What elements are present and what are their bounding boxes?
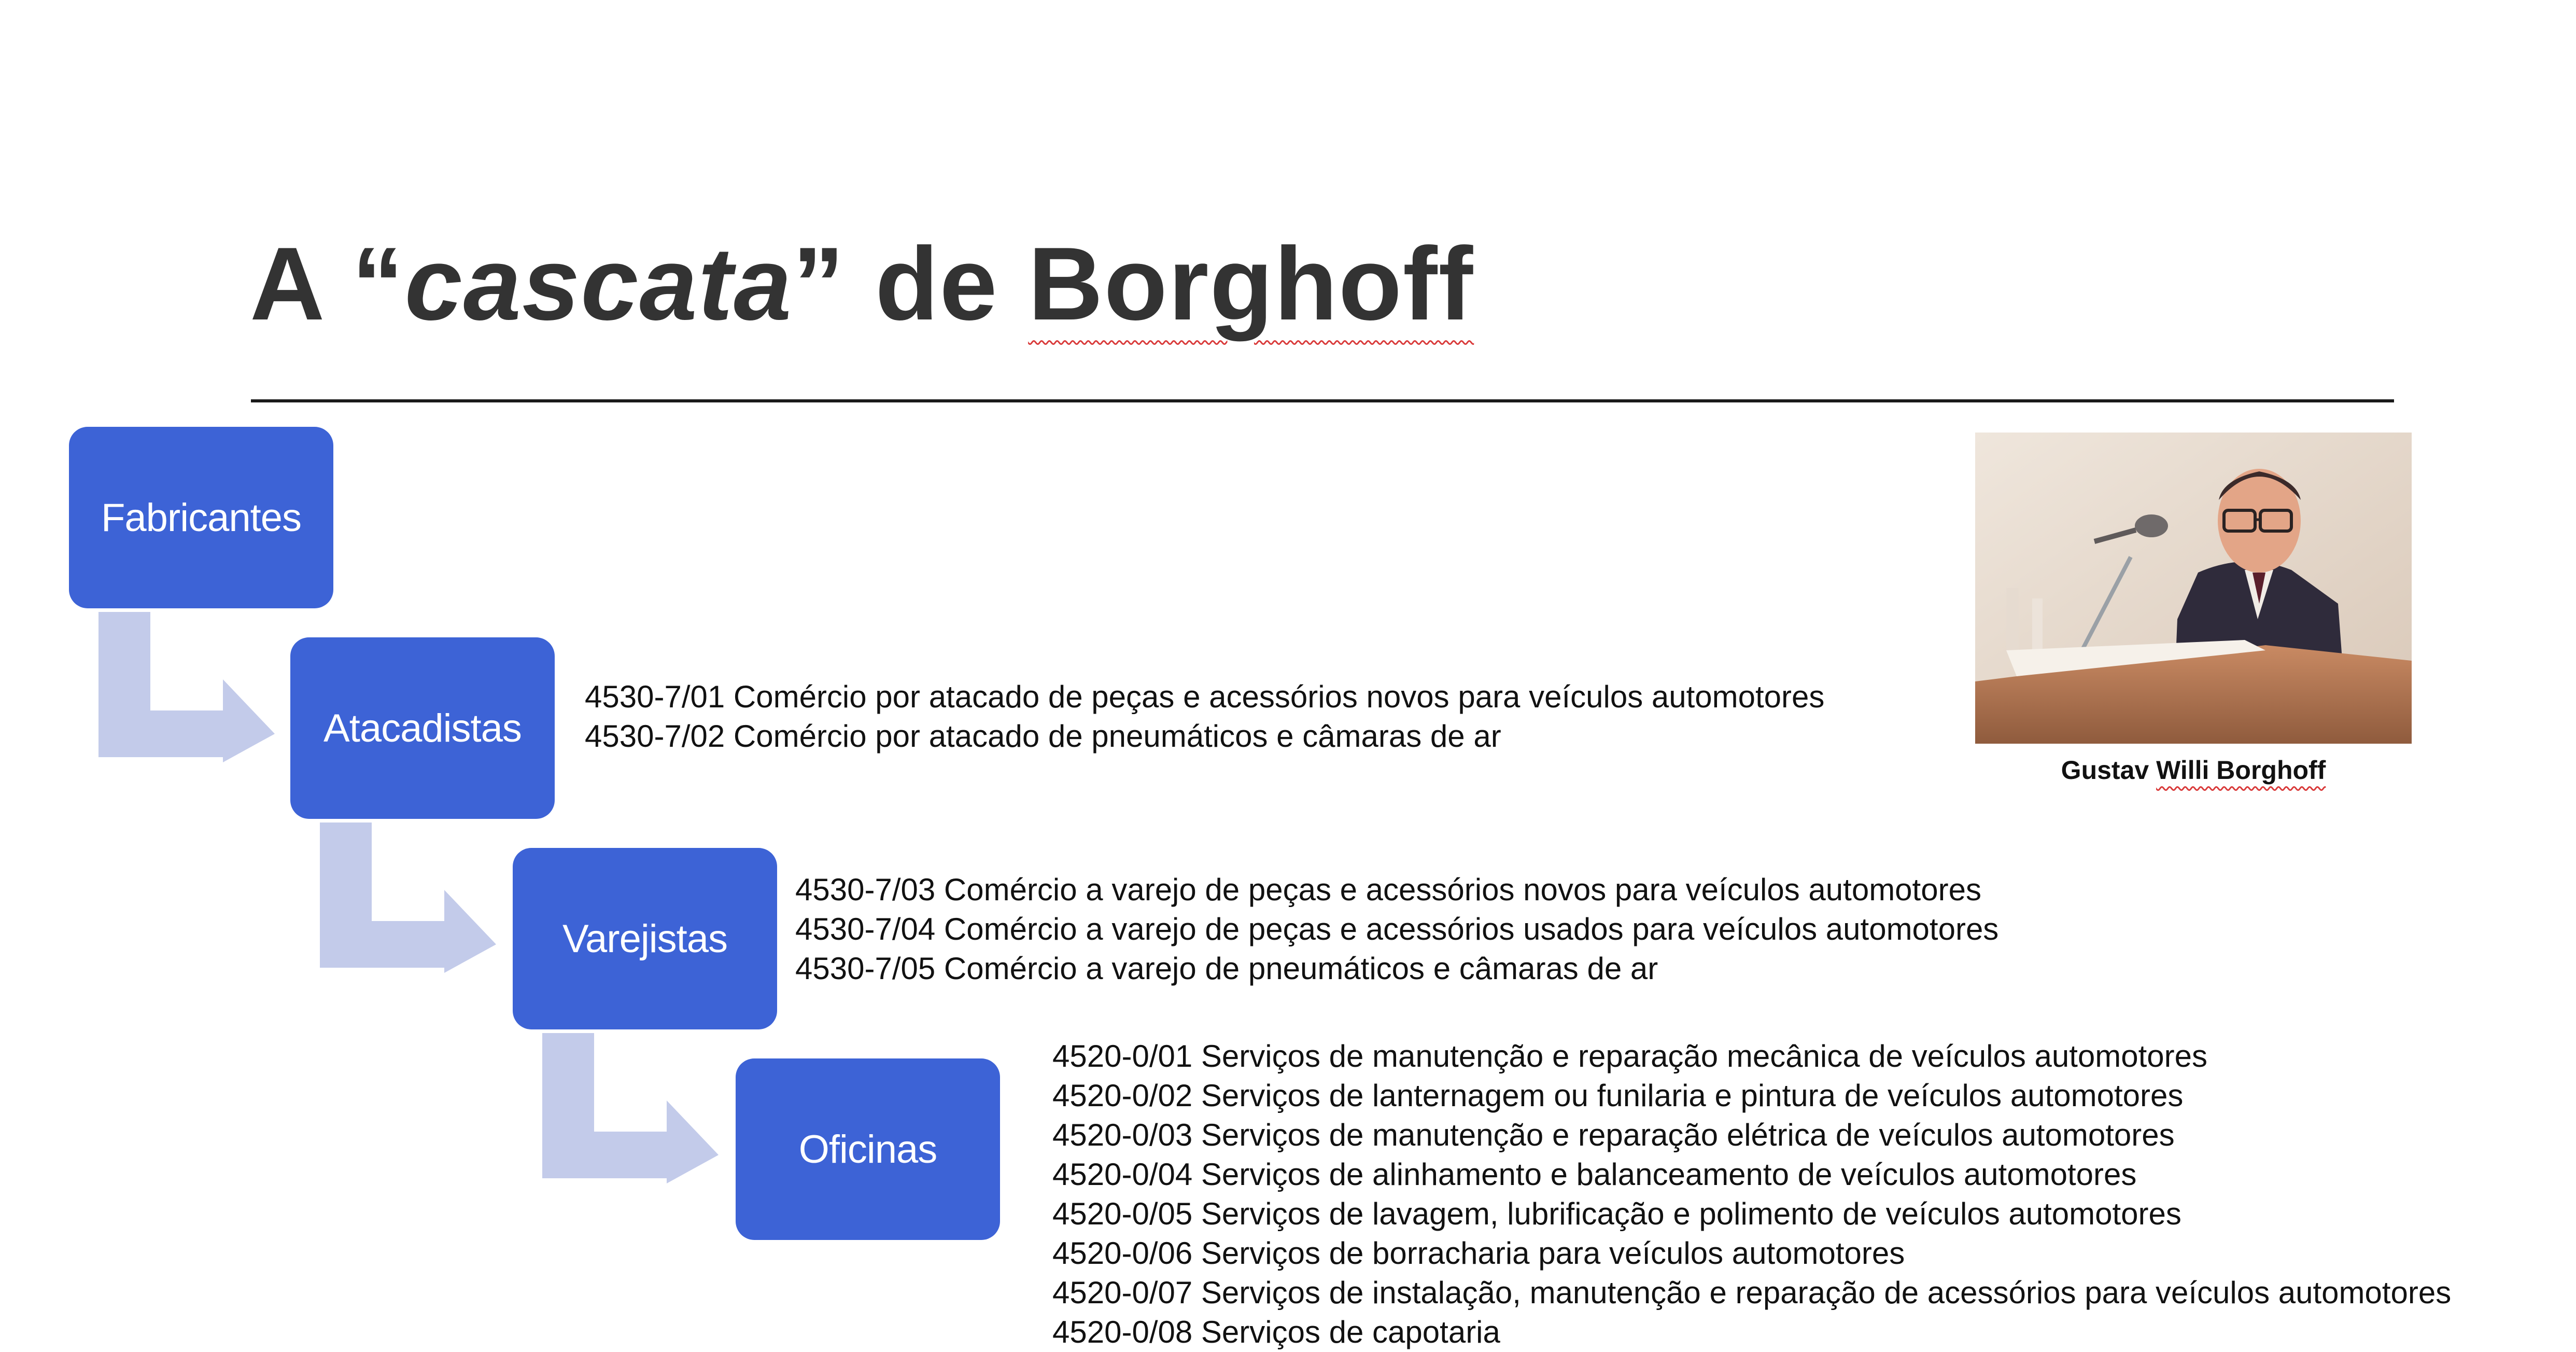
code-line: 4520-0/06 Serviços de borracharia para veículos automotores [1052,1236,1905,1271]
title-divider [251,399,2394,402]
code-line: 4530-7/01 Comércio por atacado de peças e acessórios novos para veículos automotores [585,679,1825,714]
code-line: 4520-0/01 Serviços de manutenção e reparação mecânica de veículos automotores [1052,1039,2207,1074]
step-box-oficinas [736,1058,1000,1240]
code-line: 4520-0/08 Serviços de capotaria [1052,1315,1500,1349]
portrait-illustration [1975,433,2412,744]
title-middle: ” de [792,226,1029,342]
code-line: 4530-7/02 Comércio por atacado de pneumáticos e câmaras de ar [585,719,1501,754]
step-label-oficinas: Oficinas [798,1127,937,1172]
bent-arrow-icon [542,1033,719,1189]
title-name: Borghoff [1028,226,1474,342]
code-line: 4530-7/04 Comércio a varejo de peças e acessórios usados para veículos automotores [795,912,1999,946]
caption-rest: Willi Borghoff [2156,756,2326,785]
title-prefix: A “ [250,226,405,342]
step-box-atacadistas [290,637,555,819]
code-list-atacadistas [585,677,1824,756]
step-label-fabricantes: Fabricantes [101,495,302,540]
bent-arrow-icon [98,612,275,768]
step-box-fabricantes [69,427,333,608]
code-line: 4530-7/05 Comércio a varejo de pneumáticos e câmaras de ar [795,951,1658,986]
code-line: 4520-0/04 Serviços de alinhamento e balanceamento de veículos automotores [1052,1157,2137,1192]
step-label-varejistas: Varejistas [562,916,728,961]
code-line: 4520-0/07 Serviços de instalação, manutenção e reparação de acessórios para veículos automotores [1052,1275,2452,1310]
step-label-atacadistas: Atacadistas [323,706,522,750]
code-line: 4520-0/05 Serviços de lavagem, lubrificação e polimento de veículos automotores [1052,1196,2181,1231]
page-title [250,222,1474,346]
code-line: 4520-0/03 Serviços de manutenção e reparação elétrica de veículos automotores [1052,1118,2175,1152]
bent-arrow-icon [320,823,496,978]
photo-caption [1975,753,2412,787]
code-line: 4520-0/02 Serviços de lanternagem ou funilaria e pintura de veículos automotores [1052,1078,2184,1113]
title-italic-word: cascata [404,226,793,342]
portrait-photo [1975,433,2412,744]
step-box-varejistas [513,848,777,1029]
caption-first-name: Gustav [2061,756,2157,785]
code-list-oficinas [1052,1037,2451,1352]
code-line: 4530-7/03 Comércio a varejo de peças e acessórios novos para veículos automotores [795,872,1981,907]
code-list-varejistas [795,870,1998,988]
